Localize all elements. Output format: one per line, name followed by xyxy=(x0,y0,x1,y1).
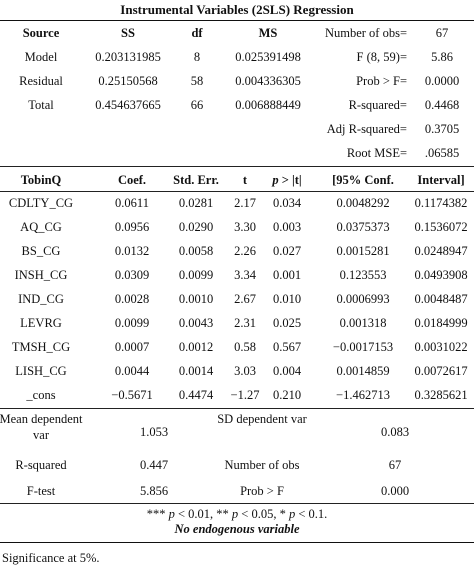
summary-value: 67 xyxy=(388,458,402,472)
sig-p: p xyxy=(288,507,296,521)
coef-header-p xyxy=(272,173,301,187)
summary-value: 0.083 xyxy=(380,425,410,439)
anova-df: 8 xyxy=(193,50,201,64)
coef-var: TMSH_CG xyxy=(11,340,71,354)
coef-ci-low: 0.123553 xyxy=(339,268,387,282)
anova-source: Total xyxy=(28,98,54,112)
coef-t: 0.58 xyxy=(234,340,256,354)
coef-t: 2.67 xyxy=(234,292,256,306)
coef-var: LEVRG xyxy=(20,316,62,330)
coef-p: 0.004 xyxy=(272,364,302,378)
coef-ci-high: 0.0048487 xyxy=(414,292,468,306)
coef-ci-high: 0.3285621 xyxy=(414,388,468,402)
coef-ci-low: −1.462713 xyxy=(336,388,390,402)
coef-value: 0.0132 xyxy=(114,244,150,258)
coef-ci-high: 0.1536072 xyxy=(414,220,468,234)
coef-value: 0.0044 xyxy=(114,364,150,378)
summary-label: R-squared xyxy=(15,458,67,472)
coef-header-var: TobinQ xyxy=(20,173,62,187)
rule-coef-top xyxy=(0,166,474,167)
sig-text: < 0.1. xyxy=(295,507,328,521)
anova-ss: 0.25150568 xyxy=(98,74,158,88)
rule-bottom xyxy=(0,542,474,543)
coef-t: 3.34 xyxy=(234,268,256,282)
summary-label: SD dependent var xyxy=(217,412,307,426)
coef-p: 0.001 xyxy=(272,268,302,282)
coef-se: 0.0290 xyxy=(178,220,214,234)
coef-se: 0.4474 xyxy=(178,388,214,402)
stat-label: R-squared= xyxy=(348,98,407,112)
coef-ci-low: −0.0017153 xyxy=(332,340,394,354)
coef-ci-low: 0.0014859 xyxy=(336,364,390,378)
coef-value: 0.0007 xyxy=(114,340,150,354)
sig-prefix: *** xyxy=(146,507,169,521)
coef-value: 0.0099 xyxy=(114,316,150,330)
coef-t: 3.03 xyxy=(234,364,256,378)
coef-var: CDLTY_CG xyxy=(8,196,74,210)
coef-t: −1.27 xyxy=(230,388,260,402)
anova-ss: 0.203131985 xyxy=(95,50,161,64)
sig-text: < 0.01, ** xyxy=(174,507,232,521)
coef-header-p-suffix: > |t| xyxy=(278,173,302,187)
coef-p: 0.025 xyxy=(272,316,302,330)
summary-label: Number of obs xyxy=(224,458,300,472)
rule-coef-header xyxy=(0,191,474,192)
stat-label: Adj R-squared= xyxy=(326,122,407,136)
coef-header-se: Std. Err. xyxy=(173,173,219,187)
summary-label: Prob > F xyxy=(240,484,284,498)
coef-header-ci-low: [95% Conf. xyxy=(332,173,394,187)
coef-ci-low: 0.001318 xyxy=(339,316,387,330)
summary-value: 1.053 xyxy=(139,425,169,439)
summary-label: F-test xyxy=(26,484,56,498)
coef-p: 0.210 xyxy=(272,388,302,402)
rule-notes-top xyxy=(0,503,474,504)
summary-value: 0.000 xyxy=(380,484,410,498)
anova-ms: 0.006888449 xyxy=(235,98,301,112)
coef-se: 0.0012 xyxy=(178,340,214,354)
coef-p: 0.034 xyxy=(272,196,302,210)
coef-se: 0.0014 xyxy=(178,364,214,378)
coef-se: 0.0010 xyxy=(178,292,214,306)
coef-se: 0.0043 xyxy=(178,316,214,330)
coef-ci-low: 0.0048292 xyxy=(336,196,390,210)
coef-var: IND_CG xyxy=(18,292,64,306)
stat-value: .06585 xyxy=(424,146,460,160)
anova-ss: 0.454637665 xyxy=(95,98,161,112)
stat-value: 0.4468 xyxy=(424,98,460,112)
coef-value: 0.0611 xyxy=(115,196,149,210)
stat-label: F (8, 59)= xyxy=(356,50,407,64)
coef-var: INSH_CG xyxy=(14,268,68,282)
coef-p: 0.567 xyxy=(272,340,302,354)
endogenous-note: No endogenous variable xyxy=(174,522,300,536)
coef-var: _cons xyxy=(26,388,56,402)
coef-ci-high: 0.0184999 xyxy=(414,316,468,330)
coef-var: AQ_CG xyxy=(20,220,62,234)
coef-value: −0.5671 xyxy=(111,388,153,402)
coef-t: 3.30 xyxy=(234,220,256,234)
anova-ms: 0.025391498 xyxy=(235,50,301,64)
coef-value: 0.0956 xyxy=(114,220,150,234)
coef-header-t: t xyxy=(242,173,248,187)
rule-top xyxy=(0,20,474,21)
coef-var: BS_CG xyxy=(21,244,61,258)
coef-header-coef: Coef. xyxy=(117,173,147,187)
summary-label: Mean dependent var xyxy=(0,412,83,442)
stat-label: Number of obs= xyxy=(324,26,407,40)
anova-ms: 0.004336305 xyxy=(235,74,301,88)
coef-t: 2.26 xyxy=(234,244,256,258)
anova-header-ss: SS xyxy=(121,26,135,40)
stat-value: 0.3705 xyxy=(424,122,460,136)
stat-value: 67 xyxy=(435,26,449,40)
coef-ci-low: 0.0015281 xyxy=(336,244,390,258)
coef-value: 0.0028 xyxy=(114,292,150,306)
sig-p: p xyxy=(168,507,175,521)
coef-se: 0.0099 xyxy=(178,268,214,282)
coef-ci-high: 0.0031022 xyxy=(414,340,468,354)
coef-p: 0.003 xyxy=(272,220,302,234)
coef-se: 0.0281 xyxy=(178,196,214,210)
anova-header-df: df xyxy=(191,26,203,40)
stat-value: 0.0000 xyxy=(424,74,460,88)
stat-label: Root MSE= xyxy=(346,146,407,160)
anova-header-ms: MS xyxy=(258,26,278,40)
coef-ci-low: 0.0375373 xyxy=(336,220,390,234)
coef-ci-high: 0.1174382 xyxy=(414,196,468,210)
anova-source: Model xyxy=(24,50,58,64)
stat-value: 5.86 xyxy=(431,50,453,64)
coef-header-p-letter: p xyxy=(272,173,279,187)
coef-p: 0.010 xyxy=(272,292,302,306)
anova-df: 66 xyxy=(190,98,204,112)
stat-label: Prob > F= xyxy=(356,74,407,88)
rule-summary-top xyxy=(0,408,474,409)
coef-t: 2.17 xyxy=(234,196,256,210)
coef-ci-high: 0.0493908 xyxy=(414,268,468,282)
coef-t: 2.31 xyxy=(234,316,256,330)
caption: Significance at 5%. xyxy=(2,551,100,565)
coef-ci-low: 0.0006993 xyxy=(336,292,390,306)
coef-ci-high: 0.0248947 xyxy=(414,244,468,258)
coef-p: 0.027 xyxy=(272,244,302,258)
anova-source: Residual xyxy=(19,74,63,88)
significance-note xyxy=(0,507,474,522)
anova-header-source: Source xyxy=(22,26,60,40)
summary-value: 5.856 xyxy=(139,484,169,498)
table-title: Instrumental Variables (2SLS) Regression xyxy=(120,2,354,17)
sig-p: p xyxy=(231,507,239,521)
anova-df: 58 xyxy=(190,74,204,88)
coef-ci-high: 0.0072617 xyxy=(414,364,468,378)
sig-text: < 0.05, * xyxy=(238,507,289,521)
coef-header-ci-high: Interval] xyxy=(417,173,465,187)
coef-value: 0.0309 xyxy=(114,268,150,282)
summary-value: 0.447 xyxy=(139,458,169,472)
coef-var: LISH_CG xyxy=(15,364,67,378)
coef-se: 0.0058 xyxy=(178,244,214,258)
